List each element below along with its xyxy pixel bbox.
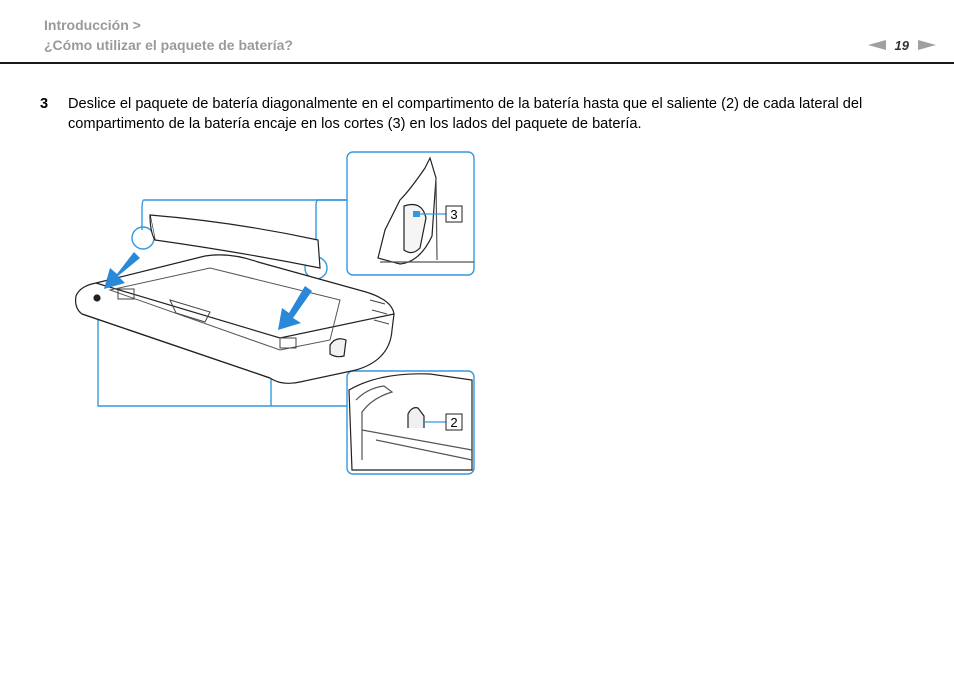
breadcrumb [44, 15, 293, 55]
detail-inset-notch [378, 158, 474, 264]
battery-installation-illustration [64, 148, 480, 478]
callout-label-3: 3 [450, 207, 458, 222]
page-navigation [868, 37, 936, 53]
laptop-body [76, 255, 394, 383]
step-text: Deslice el paquete de batería diagonalmente en el compartimento de la batería hasta que el saliente (2) de cada lateral del compartimento de la batería encaje en los cortes (3) en los lados del paquete de batería. [68, 96, 863, 132]
callout-label-2: 2 [450, 415, 458, 430]
next-page-arrow-icon[interactable] [918, 40, 936, 50]
header-divider [0, 62, 954, 64]
breadcrumb-current: ¿Cómo utilizar el paquete de batería? [44, 37, 293, 53]
detail-inset-latch [349, 374, 472, 470]
step-number: 3 [40, 96, 49, 112]
breadcrumb-parent-link[interactable]: Introducción > [44, 17, 141, 33]
previous-page-arrow-icon[interactable] [868, 40, 886, 50]
page-number: 19 [894, 37, 909, 53]
